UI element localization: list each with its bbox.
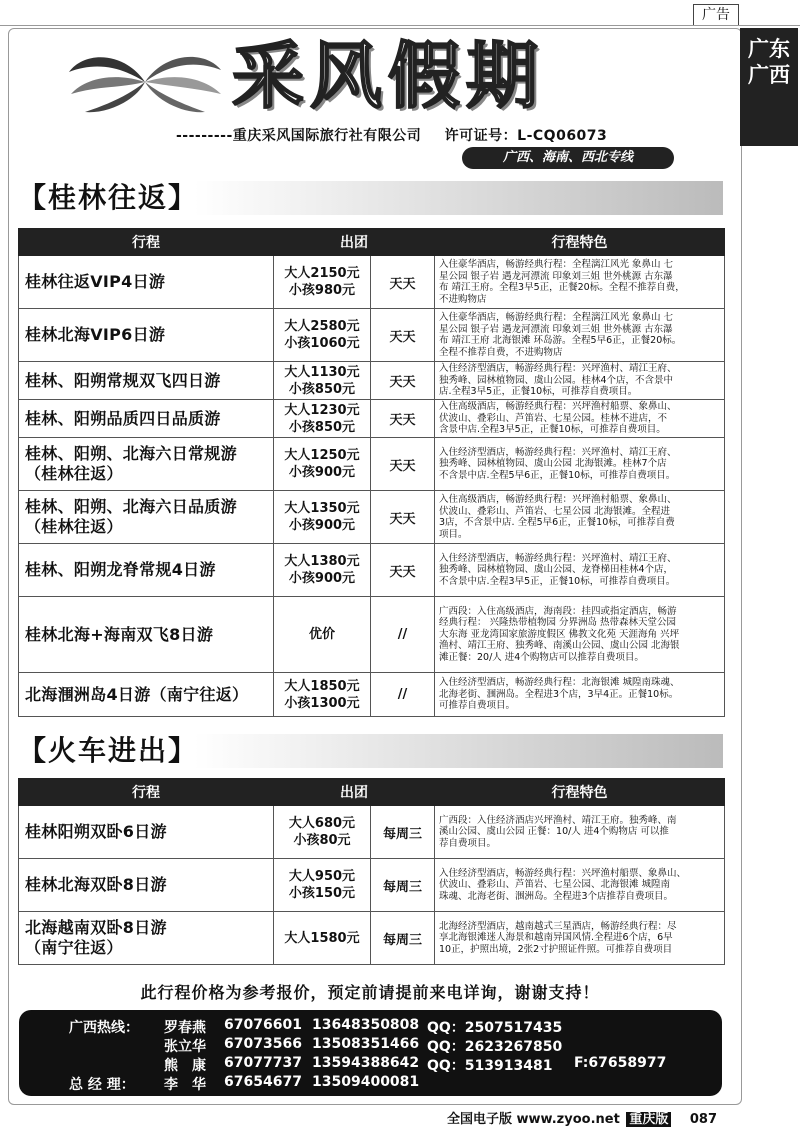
adult-price: 优价 — [308, 627, 335, 642]
section-title-guilin: 【桂林往返】 — [18, 181, 723, 215]
guilin-tour-table — [18, 228, 725, 717]
departure-frequency: // — [371, 597, 435, 673]
feature-line: 入住经济型酒店，畅游经典行程：兴坪渔村船票、象鼻山、 — [439, 867, 687, 879]
tour-row — [19, 912, 725, 965]
tour-name-line: （桂林往返） — [25, 517, 123, 536]
tour-name-line: 桂林阳朔双卧6日游 — [25, 822, 167, 841]
brand-name: 采风假期 — [232, 33, 545, 118]
specialty-badge: 广西、海南、西北专线 — [462, 147, 674, 169]
departure-frequency: 天天 — [371, 491, 435, 544]
adult-price: 大人1850元 — [284, 678, 360, 694]
tour-name — [19, 859, 274, 912]
departure-frequency: 天天 — [371, 362, 435, 400]
tour-features — [435, 912, 725, 965]
section-title-train: 【火车进出】 — [18, 734, 723, 768]
tour-name-line: 桂林、阳朔常规双飞四日游 — [25, 370, 221, 390]
tour-name-line: 桂林北海双卧8日游 — [25, 875, 167, 894]
departure-frequency: 每周三 — [371, 859, 435, 912]
tour-name-line: 桂林往返VIP4日游 — [25, 272, 166, 291]
contact-fax: F:67658977 — [574, 1055, 667, 1071]
child-price: 小孩850元 — [288, 381, 356, 397]
page-number: 087 — [689, 1112, 718, 1127]
contact-mobile[interactable]: 13508351466 — [312, 1036, 420, 1052]
tour-name — [19, 256, 274, 309]
feature-line: 广西段：入住经济酒店兴坪渔村、靖江王府。独秀峰、南 — [439, 814, 677, 826]
feature-line: 渔村、靖江王府、独秀峰、南溪山公园、虞山公园 北海银 — [439, 640, 680, 652]
adult-price: 大人1130元 — [284, 364, 360, 380]
feature-line: 北海老街、涠洲岛。全程进3个店，3早4正。正餐10标。 — [439, 688, 679, 700]
table-header-row — [19, 229, 725, 256]
tour-row — [19, 309, 725, 362]
tour-features — [435, 544, 725, 597]
departure-frequency: 天天 — [371, 438, 435, 491]
tour-name — [19, 673, 274, 717]
feature-line: 珠魂、北海老街、涠洲岛。全程进3个店推荐自费项目。 — [439, 890, 674, 902]
tour-features — [435, 256, 725, 309]
feature-line: 滩正餐：20/人 进4个购物店可以推荐自费项目。 — [439, 651, 644, 663]
ad-label: 广告 — [693, 4, 739, 26]
contact-phone[interactable]: 67654677 — [224, 1074, 302, 1090]
tour-name-line: （南宁往返） — [25, 938, 123, 957]
swirl-logo-icon — [65, 42, 225, 120]
contact-label: 总 经 理： — [69, 1077, 135, 1093]
tour-price — [274, 491, 371, 544]
child-price: 小孩150元 — [288, 886, 356, 901]
feature-line: 项目。 — [439, 528, 468, 540]
contact-mobile[interactable]: 13648350808 — [312, 1017, 420, 1033]
tour-name-line: 桂林、阳朔龙脊常规4日游 — [25, 560, 216, 579]
tour-price — [274, 256, 371, 309]
child-price: 小孩850元 — [288, 419, 356, 435]
license-number: 许可证号：L-CQ06073 — [444, 128, 608, 144]
tour-name — [19, 806, 274, 859]
company-line — [176, 125, 607, 145]
feature-line: 不含景中店.全程3早5正，正餐10标，可推荐自费项目。 — [439, 575, 676, 587]
feature-line: 布 靖江王府。全程3早5正，正餐20标。全程不推荐自费， — [439, 282, 685, 293]
contact-qq: QQ：2507517435 — [427, 1020, 563, 1036]
feature-line: 星公园 银子岩 遇龙河漂流 印象刘三姐 世外桃源 古东瀑 — [439, 270, 673, 282]
table-header-row — [19, 779, 725, 806]
page-footer — [447, 1108, 717, 1127]
adult-price: 大人950元 — [288, 869, 356, 884]
feature-line: 大东海 亚龙湾国家旅游度假区 佛教文化苑 天涯海角 兴坪 — [439, 628, 680, 640]
adult-price: 大人1230元 — [284, 402, 360, 418]
feature-line: 经典行程： 兴隆热带植物园 分界洲岛 热带森林天堂公园 — [439, 617, 677, 629]
feature-line: 3店，不含景中店. 全程5早6正，正餐10标，可推荐自费 — [439, 517, 675, 528]
contact-mobile[interactable]: 13509400081 — [312, 1074, 420, 1090]
tour-price — [274, 309, 371, 362]
top-rule — [0, 25, 800, 26]
contact-qq: QQ：2623267850 — [427, 1039, 563, 1055]
tour-features — [435, 438, 725, 491]
header-features: 行程特色 — [435, 779, 725, 806]
tour-name — [19, 912, 274, 965]
feature-line: 入住豪华酒店，畅游经典行程：全程漓江风光 象鼻山 七 — [439, 312, 674, 323]
tour-features — [435, 673, 725, 717]
feature-line: 可推荐自费项目。 — [439, 700, 516, 712]
tour-row — [19, 491, 725, 544]
tour-name-line: 桂林、阳朔品质四日品质游 — [25, 408, 221, 428]
tour-name — [19, 400, 274, 438]
tour-row — [19, 597, 725, 673]
side-tab-line: 广东 — [748, 37, 790, 61]
tour-price — [274, 400, 371, 438]
departure-frequency: 天天 — [371, 256, 435, 309]
feature-line: 入住豪华酒店，畅游经典行程：全程漓江风光 象鼻山 七 — [439, 259, 674, 270]
adult-price: 大人1580元 — [284, 930, 360, 946]
contact-box — [19, 1010, 722, 1096]
train-tour-table — [18, 778, 725, 965]
tour-features — [435, 491, 725, 544]
tour-row — [19, 544, 725, 597]
header-route: 行程 — [19, 779, 274, 806]
tour-name — [19, 309, 274, 362]
tour-row — [19, 256, 725, 309]
header-features: 行程特色 — [435, 229, 725, 256]
feature-line: 独秀峰、园林植物园、虞山公园 北海银滩。桂林7个店 — [439, 458, 667, 470]
feature-line: 含景中店.全程3早5正，正餐10标，可推荐自费项目。 — [439, 424, 666, 436]
tour-row — [19, 673, 725, 717]
child-price: 小孩900元 — [288, 571, 356, 586]
feature-line: 入住高级酒店，畅游经典行程：兴坪渔村船票、象鼻山、 — [439, 494, 677, 505]
adult-price: 大人680元 — [288, 816, 356, 831]
tour-price — [274, 544, 371, 597]
tour-price — [274, 806, 371, 859]
contact-phone[interactable]: 67076601 — [224, 1017, 302, 1033]
adult-price: 大人2580元 — [284, 319, 360, 334]
tour-price — [274, 673, 371, 717]
feature-line: 星公园 银子岩 遇龙河漂流 印象刘三姐 世外桃源 古东瀑 — [439, 323, 673, 335]
feature-line: 入住经济型酒店，畅游经典行程：兴坪渔村、靖江王府、 — [439, 552, 677, 564]
footer-site[interactable]: 全国电子版 www.zyoo.net — [447, 1112, 620, 1127]
departure-frequency: 每周三 — [371, 806, 435, 859]
feature-line: 入住经济型酒店，畅游经典行程：兴坪渔村、靖江王府、 — [439, 363, 677, 375]
price-notice: 此行程价格为参考报价，预定前请提前来电详询，谢谢支持！ — [140, 983, 600, 1002]
tour-features — [435, 597, 725, 673]
departure-frequency: 天天 — [371, 544, 435, 597]
feature-line: 溪山公园、虞山公园 正餐：10/人 进4个购物店 可以推 — [439, 826, 669, 838]
tour-name-line: 桂林北海+海南双飞8日游 — [25, 624, 214, 644]
tour-name — [19, 597, 274, 673]
tour-row — [19, 400, 725, 438]
feature-line: 北海经济型酒店，越南越式三星酒店，畅游经典行程：尽 — [439, 920, 677, 932]
child-price: 小孩980元 — [288, 283, 356, 298]
contact-label: 广西热线： — [69, 1020, 139, 1036]
feature-line: 入住经济型酒店，畅游经典行程：北海银滩 城隍南珠魂、 — [439, 677, 680, 689]
tour-price — [274, 438, 371, 491]
child-price: 小孩80元 — [293, 833, 351, 848]
tour-name — [19, 491, 274, 544]
feature-line: 伏波山、叠彩山、芦笛岩、七星公园、北海银滩 城隍南 — [439, 879, 671, 891]
tour-name-line: 桂林、阳朔、北海六日常规游 — [25, 444, 237, 463]
departure-frequency: 每周三 — [371, 912, 435, 965]
child-price: 小孩900元 — [288, 518, 356, 533]
contact-name: 罗春燕 — [164, 1020, 206, 1036]
feature-line: 布 靖江王府 北海银滩 环岛游。全程5早6正，正餐20标。 — [439, 335, 682, 346]
header-departure: 出团 — [274, 779, 435, 806]
tour-name — [19, 438, 274, 491]
adult-price: 大人1350元 — [284, 501, 360, 516]
feature-line: 伏波山、叠彩山、芦笛岩、七星公园 北海银滩。全程进 — [439, 505, 671, 517]
tour-name-line: 北海涠洲岛4日游（南宁往返） — [25, 684, 249, 704]
tour-row — [19, 806, 725, 859]
header-departure: 出团 — [274, 229, 435, 256]
feature-line: 伏波山、叠彩山、芦笛岩、七星公园。桂林不进店，不 — [439, 412, 668, 424]
tour-row — [19, 859, 725, 912]
contact-name: 李 华 — [164, 1077, 206, 1093]
feature-line: 独秀峰、园林植物园、虞山公园。桂林4个店，不含景中 — [439, 374, 674, 386]
tour-price — [274, 912, 371, 965]
tour-features — [435, 309, 725, 362]
adult-price: 大人1380元 — [284, 554, 360, 569]
tour-row — [19, 362, 725, 400]
adult-price: 大人1250元 — [284, 448, 360, 463]
contact-name: 张立华 — [164, 1039, 206, 1055]
contact-name: 熊 康 — [164, 1058, 206, 1074]
feature-line: 入住经济型酒店，畅游经典行程：兴坪渔村、靖江王府、 — [439, 446, 677, 458]
tour-price — [274, 597, 371, 673]
tour-name — [19, 362, 274, 400]
header-route: 行程 — [19, 229, 274, 256]
region-side-tab — [740, 28, 798, 146]
feature-line: 独秀峰、园林植物园、虞山公园、龙脊梯田桂林4个店， — [439, 564, 674, 576]
tour-features — [435, 806, 725, 859]
footer-edition: 重庆版 — [626, 1112, 671, 1127]
tour-name — [19, 544, 274, 597]
child-price: 小孩1300元 — [284, 695, 360, 711]
feature-line: 全程不推荐自费，不进购物店 — [439, 346, 563, 358]
departure-frequency: 天天 — [371, 400, 435, 438]
feature-line: 不进购物店 — [439, 293, 487, 305]
feature-line: 广西段：入住高级酒店，海南段：挂四或指定酒店，畅游 — [439, 605, 677, 617]
feature-line: 店.全程3早5正，正餐10标，可推荐自费项目。 — [439, 386, 638, 398]
tour-name-line: 北海越南双卧8日游 — [25, 918, 167, 937]
contact-qq: QQ：513913481 — [427, 1058, 553, 1074]
feature-line: 10正，护照出境，2张2寸护照证件照。可推荐自费项目 — [439, 943, 673, 955]
tour-features — [435, 859, 725, 912]
feature-line: 享北海银滩迷人海景和越南异国风情.全程进6个店，6早 — [439, 932, 673, 944]
tour-row — [19, 438, 725, 491]
contact-phone[interactable]: 67077737 — [224, 1055, 302, 1071]
child-price: 小孩1060元 — [284, 336, 360, 351]
company-name: ---------重庆采风国际旅行社有限公司 — [176, 128, 422, 144]
tour-name-line: （桂林往返） — [25, 464, 123, 483]
adult-price: 大人2150元 — [284, 266, 360, 281]
tour-name-line: 桂林北海VIP6日游 — [25, 325, 166, 344]
child-price: 小孩900元 — [288, 465, 356, 480]
feature-line: 入住高级酒店，畅游经典行程：兴坪渔村船票、象鼻山、 — [439, 401, 677, 413]
contact-phone[interactable]: 67073566 — [224, 1036, 302, 1052]
feature-line: 荐自费项目。 — [439, 837, 497, 849]
feature-line: 不含景中店.全程5早6正，正餐10标，可推荐自费项目。 — [439, 469, 676, 481]
departure-frequency: // — [371, 673, 435, 717]
tour-features — [435, 400, 725, 438]
departure-frequency: 天天 — [371, 309, 435, 362]
tour-price — [274, 362, 371, 400]
side-tab-line: 广西 — [748, 63, 790, 87]
tour-name-line: 桂林、阳朔、北海六日品质游 — [25, 497, 237, 516]
contact-mobile[interactable]: 13594388642 — [312, 1055, 420, 1071]
tour-features — [435, 362, 725, 400]
tour-price — [274, 859, 371, 912]
